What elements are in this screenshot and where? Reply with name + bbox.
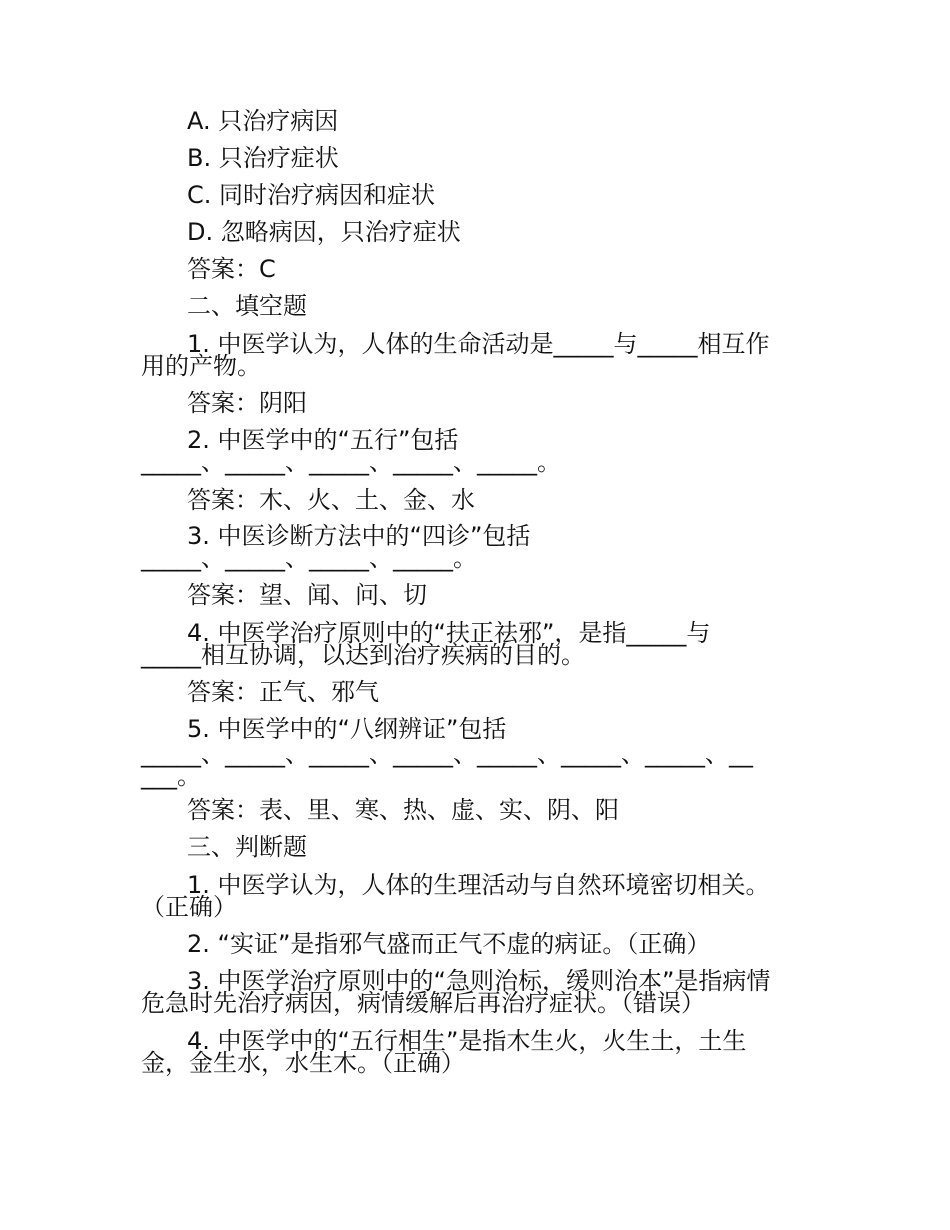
fill-q2-answer: 答案：木、火、土、金、水 — [187, 486, 475, 514]
tf-q4-line2: 金，金生水，水生木。（正确） — [141, 1049, 465, 1077]
fill-q3-line1: 3. 中医诊断方法中的“四诊”包括 — [187, 522, 531, 550]
option-d: D. 忽略病因，只治疗症状 — [187, 218, 461, 246]
tf-q4-line1: 4. 中医学中的“五行相生”是指木生火，火生土，土生 — [187, 1027, 747, 1055]
fill-q4-answer: 答案：正气、邪气 — [187, 678, 379, 706]
option-b: B. 只治疗症状 — [187, 144, 339, 172]
fill-q1-line2: 用的产物。 — [141, 352, 261, 380]
fill-q1-answer: 答案：阴阳 — [187, 389, 307, 417]
answer-mc: 答案：C — [187, 255, 276, 283]
tf-q3-line2: 危急时先治疗病因，病情缓解后再治疗症状。（错误） — [141, 989, 705, 1017]
tf-q2: 2. “实证”是指邪气盛而正气不虚的病证。（正确） — [187, 930, 711, 958]
fill-q4-line2: _____相互协调，以达到治疗疾病的目的。 — [141, 641, 585, 669]
option-c: C. 同时治疗病因和症状 — [187, 181, 436, 209]
fill-q4-line1: 4. 中医学治疗原则中的“扶正祛邪”，是指_____与 — [187, 619, 711, 647]
fill-q5-line2: _____、_____、_____、_____、_____、_____、_____、__ — [141, 740, 753, 768]
tf-q1-line1: 1. 中医学认为，人体的生理活动与自然环境密切相关。 — [187, 871, 770, 899]
section-heading-true-false: 三、判断题 — [187, 833, 307, 861]
fill-q2-line2: _____、_____、_____、_____、_____。 — [141, 448, 561, 476]
fill-q3-line2: _____、_____、_____、_____。 — [141, 544, 477, 572]
tf-q3-line1: 3. 中医学治疗原则中的“急则治标，缓则治本”是指病情 — [187, 967, 771, 995]
fill-q5-line1: 5. 中医学中的“八纲辨证”包括 — [187, 715, 507, 743]
fill-q3-answer: 答案：望、闻、问、切 — [187, 581, 427, 609]
fill-q2-line1: 2. 中医学中的“五行”包括 — [187, 426, 459, 454]
tf-q1-line2: （正确） — [141, 893, 237, 921]
fill-q1-line1: 1. 中医学认为，人体的生命活动是_____与_____相互作 — [187, 330, 770, 358]
option-a: A. 只治疗病因 — [187, 107, 339, 135]
section-heading-fill-blank: 二、填空题 — [187, 292, 307, 320]
fill-q5-line3: ___。 — [141, 762, 201, 790]
fill-q5-answer: 答案：表、里、寒、热、虚、实、阴、阳 — [187, 796, 619, 824]
